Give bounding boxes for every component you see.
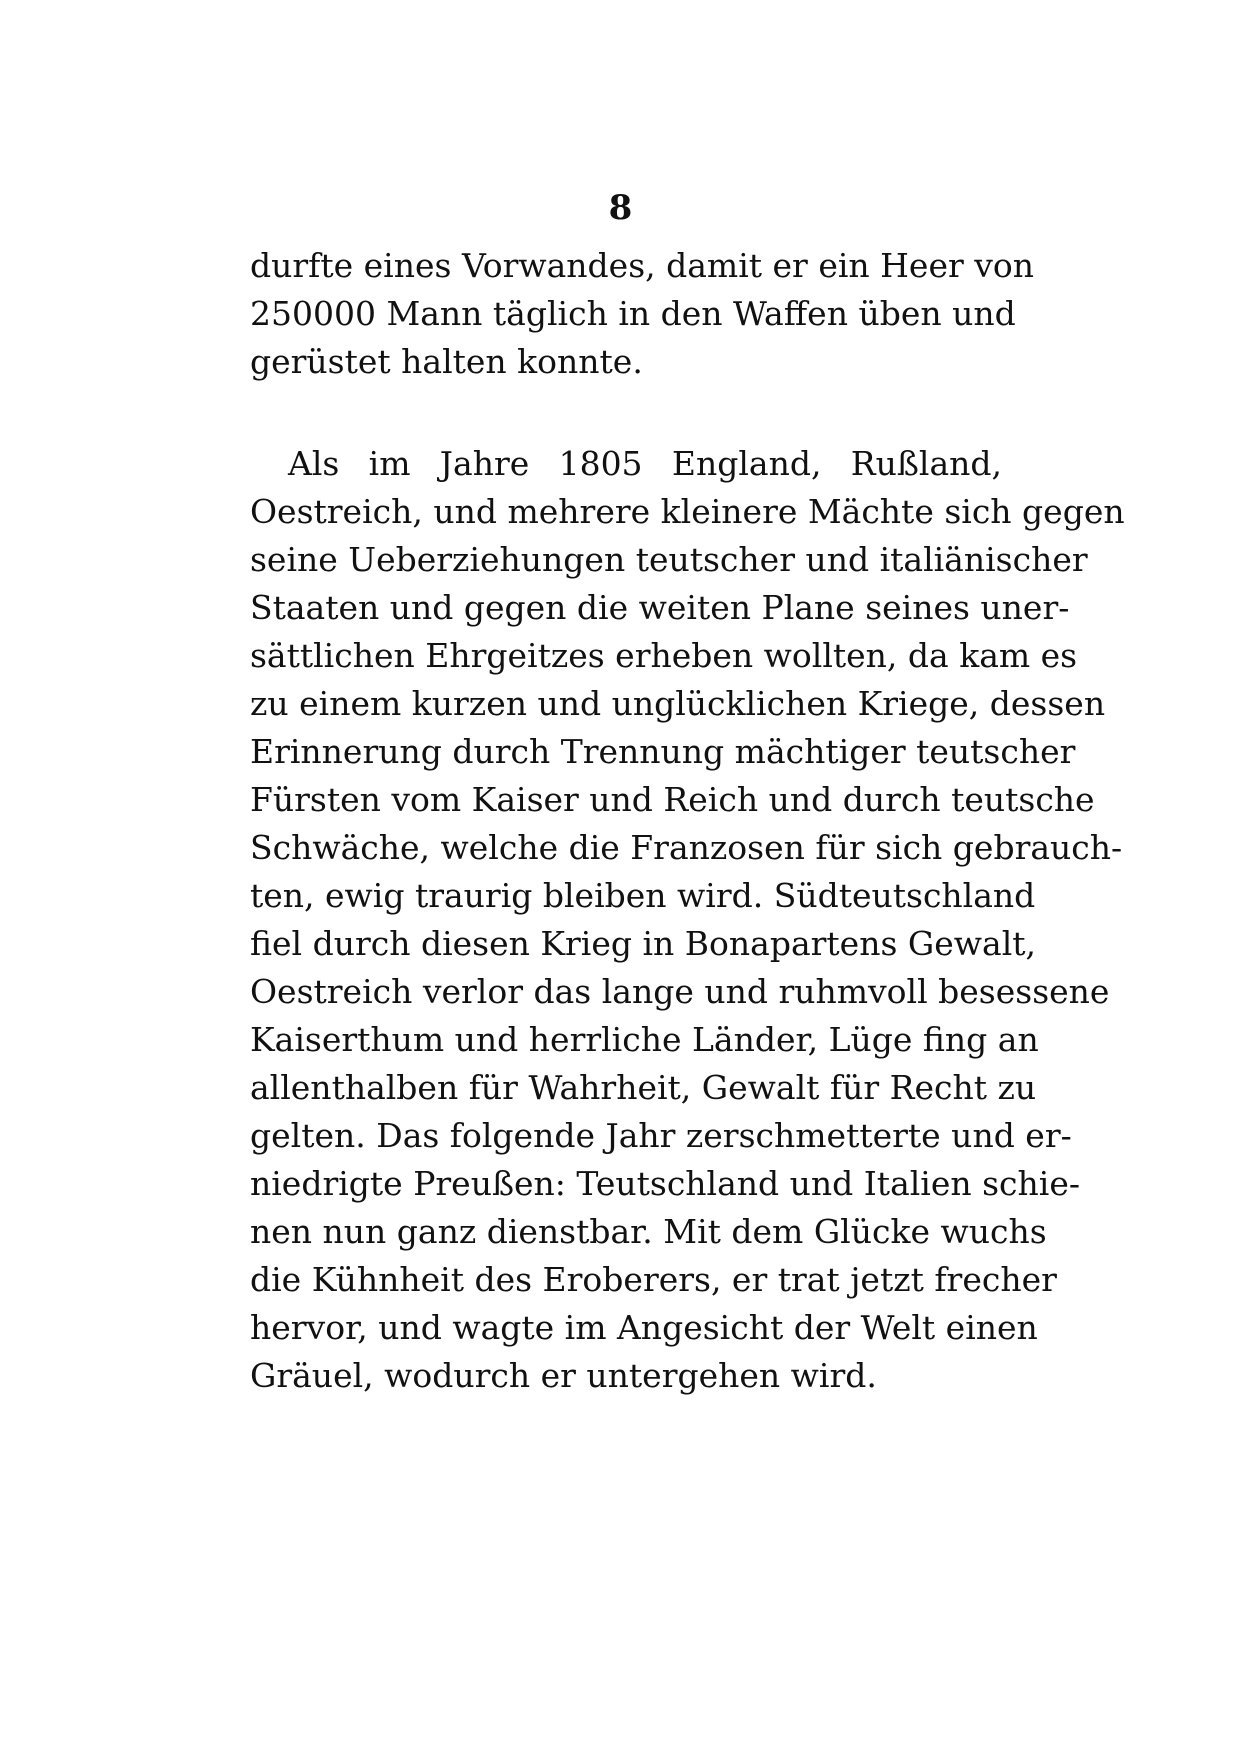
text-line: Gräuel, wodurch er untergehen wird. (250, 1356, 877, 1395)
text-line: gerüstet halten konnte. (250, 342, 643, 381)
text-line: 250000 Mann täglich in den Waffen üben und (250, 294, 1016, 333)
text-line: ten, ewig traurig bleiben wird. Südteutschland (250, 876, 1036, 915)
text-line: gelten. Das folgende Jahr zerschmetterte und er- (250, 1116, 1072, 1155)
text-line: hervor, und wagte im Angesicht der Welt einen (250, 1308, 1038, 1347)
text-line: seine Ueberziehungen teutscher und italiänischer (250, 540, 1088, 579)
page-number: 8 (608, 188, 633, 228)
text-line: Fürsten vom Kaiser und Reich und durch teutsche (250, 780, 1095, 819)
text-line: Oestreich verlor das lange und ruhmvoll besessene (250, 972, 1110, 1011)
text-line: nen nun ganz dienstbar. Mit dem Glücke wuchs (250, 1212, 1047, 1251)
text-line: sättlichen Ehrgeitzes erheben wollten, da kam es (250, 636, 1078, 675)
text-line: niedrigte Preußen: Teutschland und Italien schie- (250, 1164, 1081, 1203)
text-line: Schwäche, welche die Franzosen für sich gebrauch- (250, 828, 1123, 867)
text-line: die Kühnheit des Eroberers, er trat jetzt frecher (250, 1260, 1057, 1299)
text-line: allenthalben für Wahrheit, Gewalt für Recht zu (250, 1068, 1037, 1107)
text-line: Staaten und gegen die weiten Plane seines uner- (250, 588, 1070, 627)
text-line: Kaiserthum und herrliche Länder, Lüge fing an (250, 1020, 1039, 1059)
text-line: Erinnerung durch Trennung mächtiger teutscher (250, 732, 1076, 771)
text-line: zu einem kurzen und unglücklichen Kriege, dessen (250, 684, 1106, 723)
text-line: fiel durch diesen Krieg in Bonapartens Gewalt, (250, 924, 1037, 963)
text-line: durfte eines Vorwandes, damit er ein Heer von (250, 246, 1035, 285)
text-line: Oestreich, und mehrere kleinere Mächte sich gegen (250, 492, 1125, 531)
text-line: Als im Jahre 1805 England, Rußland, (288, 444, 1002, 483)
